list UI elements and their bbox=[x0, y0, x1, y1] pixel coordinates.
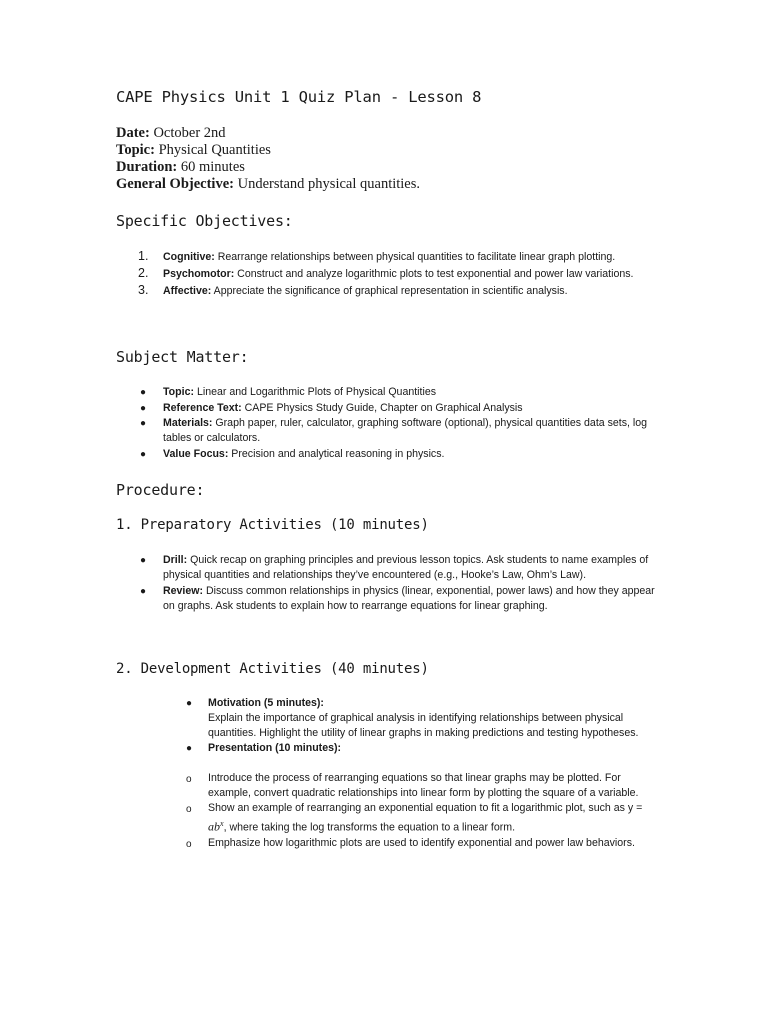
list-item: 3. Affective: Appreciate the significance of graphical representation in scientific analysis. bbox=[138, 283, 568, 297]
page-title: CAPE Physics Unit 1 Quiz Plan - Lesson 8 bbox=[116, 88, 482, 106]
development-activities-list bbox=[162, 696, 662, 851]
procedure-heading: Procedure: bbox=[116, 481, 205, 499]
general-objective-line: General Objective: Understand physical quantities. bbox=[116, 176, 421, 192]
circle-bullet-icon: o bbox=[186, 838, 192, 850]
bullet-icon: ● bbox=[140, 448, 147, 460]
bullet-icon: ● bbox=[140, 585, 147, 597]
duration-line: Duration: 60 minutes bbox=[116, 159, 245, 175]
bullet-icon: ● bbox=[140, 387, 147, 398]
subject-matter-list bbox=[116, 385, 656, 462]
development-activities-heading: 2. Development Activities (40 minutes) bbox=[116, 661, 429, 677]
bullet-icon: ● bbox=[186, 743, 193, 754]
list-item: ● Topic: Linear and Logarithmic Plots of Physical Quantities bbox=[140, 386, 437, 398]
sub-list-item: o Show an example of rearranging an exponential equation to fit a logarithmic plot, such as $y = ab^x$, where taking the log transforms the equation to a linear form. bbox=[186, 802, 643, 834]
bullet-icon: ● bbox=[140, 418, 147, 429]
topic-line: Topic: Physical Quantities bbox=[116, 142, 271, 158]
bullet-icon: ● bbox=[140, 555, 147, 566]
circle-bullet-icon: o bbox=[186, 774, 192, 785]
list-item: ● Value Focus: Precision and analytical reasoning in physics. bbox=[140, 447, 445, 460]
preparatory-activities-heading: 1. Preparatory Activities (10 minutes) bbox=[116, 517, 429, 533]
equation: ab bbox=[208, 819, 220, 834]
list-item: 2. Psychomotor: Construct and analyze logarithmic plots to test exponential and power law variations. bbox=[138, 266, 634, 280]
list-item: ● Drill: Quick recap on graphing principles and previous lesson topics. Ask students to name examples of physical quantities and relationships they’ve encountered (e.g., Hooke’s Law, Ohm’s Law). bbox=[140, 554, 649, 581]
list-item: ● Motivation (5 minutes): Explain the importance of graphical analysis in identifying relationships between physical quantities. Highlight the utility of linear graphs in making predictions and testing hypotheses. bbox=[186, 697, 639, 739]
list-item: ● Materials: Graph paper, ruler, calculator, graphing software (optional), physical quantities data sets, log tables or calculators. bbox=[140, 417, 648, 444]
subject-matter-heading: Subject Matter: bbox=[116, 348, 249, 366]
sub-list-item: o Introduce the process of rearranging equations so that linear graphs may be plotted. For example, convert quadratic relationships into linear form by plotting the square of a variable. bbox=[186, 772, 639, 799]
specific-objectives-heading: Specific Objectives: bbox=[116, 212, 293, 230]
list-item: ● Presentation (10 minutes): bbox=[186, 742, 342, 754]
list-item: 1. Cognitive: Rearrange relationships between physical quantities to facilitate linear graph plotting. bbox=[138, 249, 616, 263]
lesson-meta bbox=[116, 125, 420, 193]
preparatory-activities-list bbox=[116, 553, 656, 614]
list-item: ● Reference Text: CAPE Physics Study Guide, Chapter on Graphical Analysis bbox=[140, 401, 523, 414]
list-item: ● Review: Discuss common relationships in physics (linear, exponential, power laws) and how they appear on graphs. Ask students to explain how to rearrange equations for linear graphing. bbox=[140, 584, 655, 612]
bullet-icon: ● bbox=[186, 698, 193, 709]
sub-list-item: o Emphasize how logarithmic plots are used to identify exponential and power law behaviors. bbox=[186, 836, 635, 850]
specific-objectives-list bbox=[116, 250, 656, 301]
date-line: Date: October 2nd bbox=[116, 125, 226, 141]
bullet-icon: ● bbox=[140, 402, 147, 414]
circle-bullet-icon: o bbox=[186, 804, 192, 815]
